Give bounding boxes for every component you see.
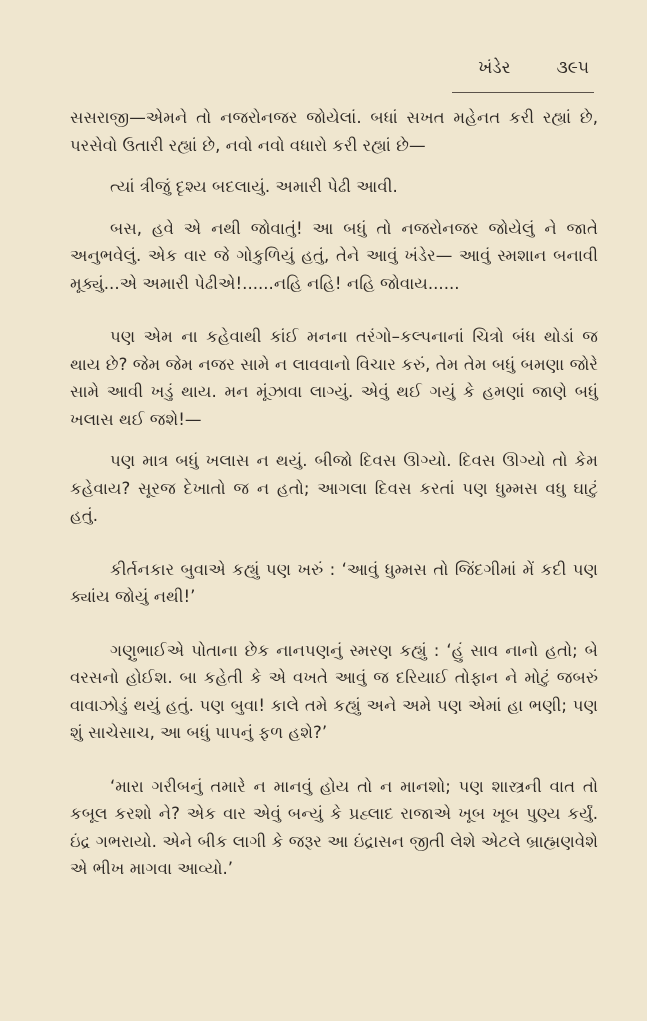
paragraph-5: પણ માત્ર બધું ખલાસ ન થયું. બીજો દિવસ ઊગ્યો. દિવસ ઊગ્યો તો કેમ કહેવાય? સૂરજ દેખાતો જ ન હતો; આગલા દિવસ કરતાં પણ ધુમ્મસ વધુ ઘાટું હતું. <box>70 451 598 525</box>
running-header <box>478 58 589 78</box>
paragraph-7: ગણુભાઈએ પોતાના છેક નાનપણનું સ્મરણ કહ્યું : ‘હું સાવ નાનો હતો; બે વરસનો હોઈશ. બા કહેતી કે એ વખતે આવું જ દરિયાઈ તોફાન ને મોટું જબરું વાવાઝોડું થયું હતું. પણ બુવા! કાલે તમે કહ્યું અને અમે પણ એમાં હા ભણી; પણ શું સાચેસાચ, આ બધું પાપનું ફળ હશે?’ <box>70 640 598 742</box>
paragraph-2: ત્યાં ત્રીજું દૃશ્ય બદલાયું. અમારી પેઢી આવી. <box>110 177 398 196</box>
chapter-title: ખંડેર <box>478 58 511 78</box>
paragraph-4: પણ એમ ના કહેવાથી કાંઈ મનના તરંગો–કલ્પનાનાં ચિત્રો બંધ થોડાં જ થાય છે? જેમ જેમ નજર સામે ન લાવવાનો વિચાર કરું, તેમ તેમ બધું બમણા જોરે સામે આવી ખડું થાય. મન મૂંઝાવા લાગ્યું. એવું થઈ ગયું કે હમણાં જાણે બધું ખલાસ થઈ જશે!— <box>70 327 598 429</box>
page-number: ૩૯૫ <box>556 58 589 78</box>
body-text <box>70 104 598 897</box>
paragraph-1: સસરાજી—એમને તો નજરોનજર જોયેલાં. બધાં સખત મહેનત કરી રહ્યાં છે, પરસેવો ઉતારી રહ્યાં છે, નવો નવો વધારો કરી રહ્યાં છે— <box>70 108 598 155</box>
paragraph-6: કીર્તનકાર બુવાએ કહ્યું પણ ખરું : ‘આવું ધુમ્મસ તો જિંદગીમાં મેં કદી પણ ક્યાંય જોયું નથી!’ <box>70 559 598 606</box>
header-rule <box>452 92 594 93</box>
paragraph-3: બસ, હવે એ નથી જોવાતું! આ બધું તો નજરોનજર જોયેલું ને જાતે અનુભવેલું. એક વાર જે ગોકુળિયું હતું, તેને આવું ખંડેર— આવું સ્મશાન બનાવી મૂક્યું...એ અમારી પેઢીએ!......નહિ નહિ! નહિ જોવાય...... <box>70 218 598 293</box>
paragraph-8: ‘મારા ગરીબનું તમારે ન માનવું હોય તો ન માનશો; પણ શાસ્ત્રની વાત તો કબૂલ કરશો ને? એક વાર એવું બન્યું કે પ્રહ્લાદ રાજાએ ખૂબ ખૂબ પુણ્ય કર્યું. ઇંદ્ર ગભરાયો. એને બીક લાગી કે જરૂર આ ઇંદ્રાસન જીતી લેશે એટલે બ્રાહ્મણવેશે એ ભીખ માગવા આવ્યો.’ <box>70 776 598 878</box>
